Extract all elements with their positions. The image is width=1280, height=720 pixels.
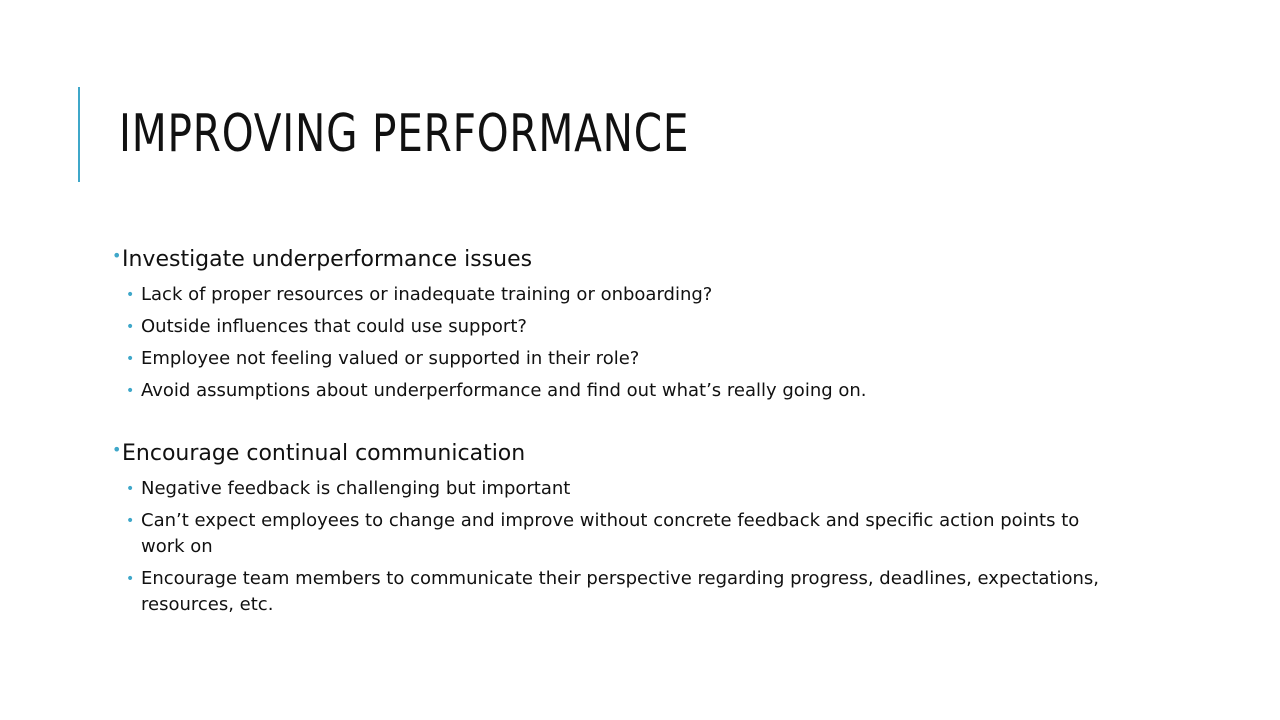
sub-bullet	[112, 566, 1121, 618]
sub-bullet	[112, 378, 1121, 404]
bullet-dot-icon: •	[126, 383, 135, 399]
section-heading-text: Investigate underperformance issues	[122, 247, 533, 272]
sub-bullet	[112, 282, 1121, 308]
sub-bullet-text: Negative feedback is challenging but important	[141, 478, 571, 499]
sub-bullet	[112, 314, 1121, 340]
bullet-dot-icon: •	[126, 319, 135, 335]
bullet-dot-icon: •	[126, 481, 135, 497]
sub-bullet	[112, 508, 1121, 560]
sub-bullet-text: Encourage team members to communicate their perspective regarding progress, deadlines, expectations, resources, etc.	[141, 568, 1100, 615]
title-accent-bar	[78, 87, 80, 182]
sub-bullet-text: Outside influences that could use support?	[141, 316, 527, 337]
bullet-heading	[112, 244, 1132, 276]
section-communication	[112, 438, 1132, 618]
bullet-dot-icon: •	[126, 513, 135, 529]
sub-bullet-text: Avoid assumptions about underperformance and find out what’s really going on.	[141, 380, 867, 401]
sub-bullet	[112, 476, 1121, 502]
bullet-dot-icon: •	[126, 287, 135, 303]
bullet-dot-icon: •	[112, 440, 122, 459]
slide-body	[112, 244, 1132, 618]
bullet-dot-icon: •	[126, 571, 135, 587]
slide-title: IMPROVING PERFORMANCE	[119, 104, 690, 164]
sub-bullet-list	[112, 476, 1132, 618]
bullet-dot-icon: •	[112, 246, 122, 265]
sub-bullet-text: Employee not feeling valued or supported in their role?	[141, 348, 640, 369]
sub-bullet-list	[112, 282, 1132, 404]
sub-bullet-text: Lack of proper resources or inadequate training or onboarding?	[141, 284, 713, 305]
bullet-heading	[112, 438, 1132, 470]
sub-bullet	[112, 346, 1121, 372]
bullet-dot-icon: •	[126, 351, 135, 367]
sub-bullet-text: Can’t expect employees to change and improve without concrete feedback and specific action points to work on	[141, 510, 1080, 557]
section-investigate	[112, 244, 1132, 404]
section-heading-text: Encourage continual communication	[122, 441, 526, 466]
